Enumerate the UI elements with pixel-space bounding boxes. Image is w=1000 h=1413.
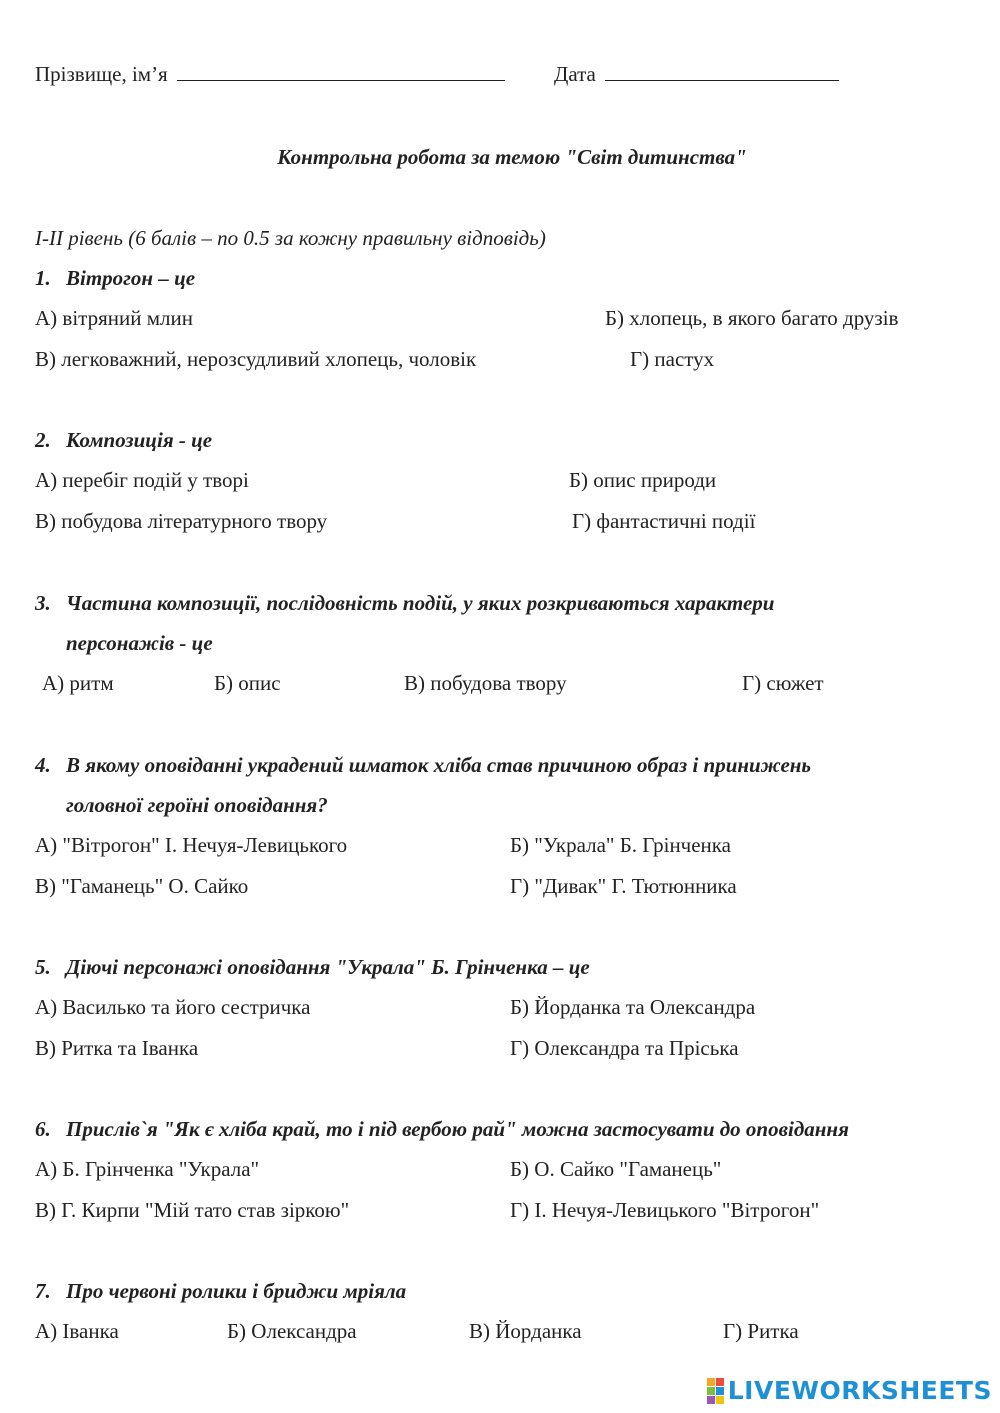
q7-option-d[interactable]: Г) Ритка — [723, 1319, 799, 1343]
q3-option-d[interactable]: Г) сюжет — [742, 671, 824, 695]
date-label: Дата — [554, 62, 596, 86]
q6-option-c[interactable]: В) Г. Кирпи "Мій тато став зіркою" — [35, 1198, 350, 1222]
q5-option-a[interactable]: А) Василько та його сестричка — [35, 995, 311, 1019]
question-3-text-line-2: персонажів - це — [66, 631, 213, 655]
q2-option-a[interactable]: А) перебіг подій у творі — [35, 468, 249, 492]
q1-option-c[interactable]: В) легковажний, нерозсудливий хлопець, чоловік — [35, 347, 477, 371]
question-4-number: 4. — [35, 753, 51, 777]
question-3-text-line-1: Частина композиції, послідовність подій, у яких розкриваються характери — [66, 591, 775, 615]
q6-option-d[interactable]: Г) І. Нечуя-Левицького "Вітрогон" — [510, 1198, 820, 1222]
q7-option-a[interactable]: А) Іванка — [35, 1319, 119, 1343]
liveworksheets-logo-text: LIVEWORKSHEETS — [727, 1376, 992, 1405]
q3-option-a[interactable]: А) ритм — [42, 671, 114, 695]
q3-option-c[interactable]: В) побудова твору — [404, 671, 567, 695]
q3-option-b[interactable]: Б) опис — [214, 671, 281, 695]
name-label: Прізвище, ім’я — [35, 62, 168, 86]
question-4-text-line-1: В якому оповіданні украдений шматок хліба став причиною образ і принижень — [66, 753, 812, 777]
q7-option-b[interactable]: Б) Олександра — [227, 1319, 357, 1343]
q6-option-b[interactable]: Б) О. Сайко "Гаманець" — [510, 1157, 722, 1181]
question-2-text: Композиція - це — [66, 428, 213, 452]
q5-option-b[interactable]: Б) Йорданка та Олександра — [510, 995, 756, 1019]
question-6-number: 6. — [35, 1117, 51, 1141]
q4-option-d[interactable]: Г) "Дивак" Г. Тютюнника — [510, 874, 737, 898]
name-field — [35, 62, 505, 87]
q4-option-b[interactable]: Б) "Украла" Б. Грінченка — [510, 833, 732, 857]
q5-option-c[interactable]: В) Ритка та Іванка — [35, 1036, 199, 1060]
question-4-text-line-2: головної героїні оповідання? — [66, 793, 328, 817]
question-1-text: Вітрогон – це — [66, 266, 196, 290]
q1-option-d[interactable]: Г) пастух — [630, 347, 715, 371]
question-6-text: Прислів`я "Як є хліба край, то і під вербою рай" можна застосувати до оповідання — [66, 1117, 849, 1141]
q4-option-a[interactable]: А) "Вітрогон" І. Нечуя-Левицького — [35, 833, 348, 857]
question-2-number: 2. — [35, 428, 51, 452]
q1-option-a[interactable]: А) вітряний млин — [35, 306, 193, 330]
page-title: Контрольна робота за темою "Світ дитинства" — [277, 145, 747, 169]
question-7-number: 7. — [35, 1279, 51, 1303]
question-5-text: Діючі персонажі оповідання "Украла" Б. Грінченка – це — [66, 955, 590, 979]
question-1-number: 1. — [35, 266, 51, 290]
question-3-number: 3. — [35, 591, 51, 615]
liveworksheets-logo — [707, 1376, 992, 1405]
date-blank[interactable] — [605, 62, 839, 81]
level-description: І-ІІ рівень (6 балів – по 0.5 за кожну правильну відповідь) — [35, 226, 546, 250]
q4-option-c[interactable]: В) "Гаманець" О. Сайко — [35, 874, 249, 898]
liveworksheets-logo-icon — [707, 1378, 724, 1404]
q2-option-d[interactable]: Г) фантастичні події — [572, 509, 756, 533]
q2-option-b[interactable]: Б) опис природи — [569, 468, 717, 492]
q2-option-c[interactable]: В) побудова літературного твору — [35, 509, 328, 533]
q6-option-a[interactable]: А) Б. Грінченка "Украла" — [35, 1157, 260, 1181]
q1-option-b[interactable]: Б) хлопець, в якого багато друзів — [605, 306, 899, 330]
q5-option-d[interactable]: Г) Олександра та Пріська — [510, 1036, 739, 1060]
question-5-number: 5. — [35, 955, 51, 979]
q7-option-c[interactable]: В) Йорданка — [469, 1319, 582, 1343]
date-field — [554, 62, 839, 87]
name-blank[interactable] — [177, 62, 505, 81]
question-7-text: Про червоні ролики і бриджи мріяла — [66, 1279, 407, 1303]
